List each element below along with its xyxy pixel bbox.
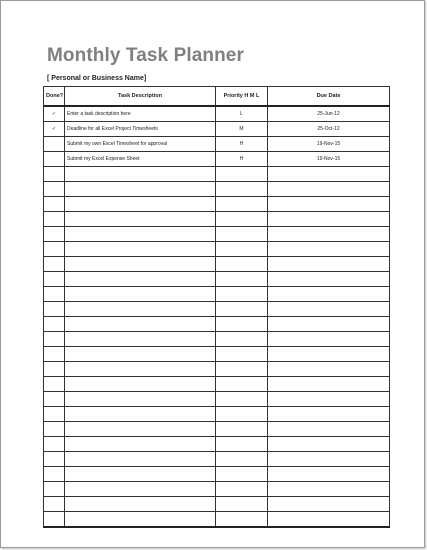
table-row [44, 362, 390, 377]
task-description-cell[interactable] [65, 377, 216, 392]
table-row [44, 392, 390, 407]
table-row [44, 152, 390, 167]
table-row [44, 437, 390, 452]
header-priority: Priority H M L [216, 87, 268, 107]
table-row [44, 407, 390, 422]
table-row [44, 302, 390, 317]
due-date-cell[interactable] [268, 302, 390, 317]
due-date-cell[interactable] [268, 392, 390, 407]
table-row [44, 242, 390, 257]
header-due-date: Due Date [268, 87, 390, 107]
done-cell[interactable] [44, 302, 65, 317]
table-row [44, 332, 390, 347]
task-description-cell[interactable] [65, 227, 216, 242]
priority-cell[interactable] [216, 422, 268, 437]
done-cell[interactable] [44, 377, 65, 392]
task-description-cell[interactable] [65, 452, 216, 467]
due-date-cell[interactable] [268, 452, 390, 467]
task-description-cell[interactable]: Deadline for all Excel Project Timesheets [65, 122, 216, 137]
done-cell[interactable] [44, 392, 65, 407]
priority-cell[interactable] [216, 497, 268, 512]
done-cell[interactable] [44, 332, 65, 347]
priority-cell[interactable] [216, 182, 268, 197]
done-cell[interactable] [44, 347, 65, 362]
due-date-cell[interactable] [268, 272, 390, 287]
due-date-cell[interactable] [268, 437, 390, 452]
business-name-placeholder: [ Personal or Business Name] [47, 75, 147, 82]
priority-cell[interactable] [216, 482, 268, 497]
due-date-cell[interactable] [268, 362, 390, 377]
due-date-cell[interactable] [268, 407, 390, 422]
table-row [44, 227, 390, 242]
table-row [44, 317, 390, 332]
table-row [44, 422, 390, 437]
due-date-cell[interactable] [268, 242, 390, 257]
done-cell[interactable] [44, 512, 65, 528]
due-date-cell[interactable] [268, 227, 390, 242]
due-date-cell[interactable] [268, 512, 390, 528]
task-description-cell[interactable] [65, 422, 216, 437]
task-description-cell[interactable] [65, 197, 216, 212]
priority-cell[interactable] [216, 407, 268, 422]
priority-cell[interactable] [216, 227, 268, 242]
page-title: Monthly Task Planner [47, 45, 244, 66]
task-description-cell[interactable]: Submit my Excel Expense Sheet [65, 152, 216, 167]
task-description-cell[interactable]: Enter a task description here [65, 106, 216, 122]
priority-cell[interactable] [216, 287, 268, 302]
task-description-cell[interactable] [65, 242, 216, 257]
priority-cell[interactable] [216, 212, 268, 227]
task-description-cell[interactable] [65, 257, 216, 272]
task-description-cell[interactable] [65, 302, 216, 317]
done-cell[interactable] [44, 362, 65, 377]
table-row [44, 452, 390, 467]
due-date-cell[interactable]: 19-Nov-15 [268, 152, 390, 167]
priority-cell[interactable] [216, 197, 268, 212]
done-cell[interactable] [44, 242, 65, 257]
task-description-cell[interactable] [65, 362, 216, 377]
table-row [44, 482, 390, 497]
task-description-cell[interactable]: Submit my own Excel Timesheet for approval [65, 137, 216, 152]
priority-cell[interactable] [216, 377, 268, 392]
due-date-cell[interactable] [268, 287, 390, 302]
task-description-cell[interactable] [65, 212, 216, 227]
done-cell[interactable] [44, 167, 65, 182]
due-date-cell[interactable] [268, 377, 390, 392]
done-cell[interactable] [44, 437, 65, 452]
task-description-cell[interactable] [65, 467, 216, 482]
priority-cell[interactable] [216, 452, 268, 467]
task-description-cell[interactable] [65, 437, 216, 452]
table-row [44, 137, 390, 152]
due-date-cell[interactable]: 25-Jun-12 [268, 106, 390, 122]
priority-cell[interactable] [216, 467, 268, 482]
priority-cell[interactable] [216, 317, 268, 332]
task-description-cell[interactable] [65, 497, 216, 512]
due-date-cell[interactable] [268, 167, 390, 182]
table-row [44, 197, 390, 212]
priority-cell[interactable] [216, 392, 268, 407]
priority-cell[interactable] [216, 167, 268, 182]
table-row [44, 182, 390, 197]
done-cell[interactable] [44, 257, 65, 272]
due-date-cell[interactable] [268, 482, 390, 497]
task-description-cell[interactable] [65, 407, 216, 422]
done-cell[interactable] [44, 482, 65, 497]
done-cell[interactable] [44, 452, 65, 467]
task-description-cell[interactable] [65, 392, 216, 407]
done-cell[interactable] [44, 272, 65, 287]
due-date-cell[interactable] [268, 332, 390, 347]
priority-cell[interactable]: H [216, 137, 268, 152]
task-description-cell[interactable] [65, 272, 216, 287]
table-row [44, 497, 390, 512]
table-row [44, 272, 390, 287]
due-date-cell[interactable]: 25-Oct-12 [268, 122, 390, 137]
priority-cell[interactable]: M [216, 122, 268, 137]
table-row [44, 122, 390, 137]
priority-cell[interactable] [216, 257, 268, 272]
done-cell[interactable] [44, 227, 65, 242]
table-row [44, 377, 390, 392]
done-cell[interactable]: ✓ [44, 122, 65, 137]
priority-cell[interactable] [216, 332, 268, 347]
priority-cell[interactable] [216, 302, 268, 317]
priority-cell[interactable] [216, 512, 268, 528]
due-date-cell[interactable] [268, 317, 390, 332]
priority-cell[interactable] [216, 242, 268, 257]
task-description-cell[interactable] [65, 482, 216, 497]
due-date-cell[interactable] [268, 467, 390, 482]
due-date-cell[interactable] [268, 497, 390, 512]
task-description-cell[interactable] [65, 347, 216, 362]
task-description-cell[interactable] [65, 167, 216, 182]
table-row [44, 257, 390, 272]
task-table [43, 86, 390, 528]
priority-cell[interactable] [216, 437, 268, 452]
table-row [44, 467, 390, 482]
table-row [44, 512, 390, 528]
priority-cell[interactable]: L [216, 106, 268, 122]
header-done: Done? [44, 87, 65, 107]
task-description-cell[interactable] [65, 512, 216, 528]
table-row [44, 347, 390, 362]
due-date-cell[interactable] [268, 212, 390, 227]
done-cell[interactable]: ✓ [44, 106, 65, 122]
due-date-cell[interactable] [268, 422, 390, 437]
due-date-cell[interactable] [268, 257, 390, 272]
done-cell[interactable] [44, 182, 65, 197]
due-date-cell[interactable]: 19-Nov-15 [268, 137, 390, 152]
table-header-row [44, 87, 390, 107]
done-cell[interactable] [44, 137, 65, 152]
due-date-cell[interactable] [268, 347, 390, 362]
done-cell[interactable] [44, 197, 65, 212]
table-row [44, 106, 390, 122]
done-cell[interactable] [44, 497, 65, 512]
done-cell[interactable] [44, 212, 65, 227]
header-task-description: Task Description [65, 87, 216, 107]
due-date-cell[interactable] [268, 197, 390, 212]
done-cell[interactable] [44, 422, 65, 437]
priority-cell[interactable]: H [216, 152, 268, 167]
priority-cell[interactable] [216, 362, 268, 377]
priority-cell[interactable] [216, 272, 268, 287]
task-description-cell[interactable] [65, 332, 216, 347]
done-cell[interactable] [44, 467, 65, 482]
done-cell[interactable] [44, 287, 65, 302]
task-description-cell[interactable] [65, 182, 216, 197]
priority-cell[interactable] [216, 347, 268, 362]
table-row [44, 212, 390, 227]
due-date-cell[interactable] [268, 182, 390, 197]
table-row [44, 287, 390, 302]
done-cell[interactable] [44, 407, 65, 422]
task-description-cell[interactable] [65, 317, 216, 332]
table-row [44, 167, 390, 182]
task-description-cell[interactable] [65, 287, 216, 302]
task-table-body [44, 106, 390, 527]
done-cell[interactable] [44, 152, 65, 167]
done-cell[interactable] [44, 317, 65, 332]
